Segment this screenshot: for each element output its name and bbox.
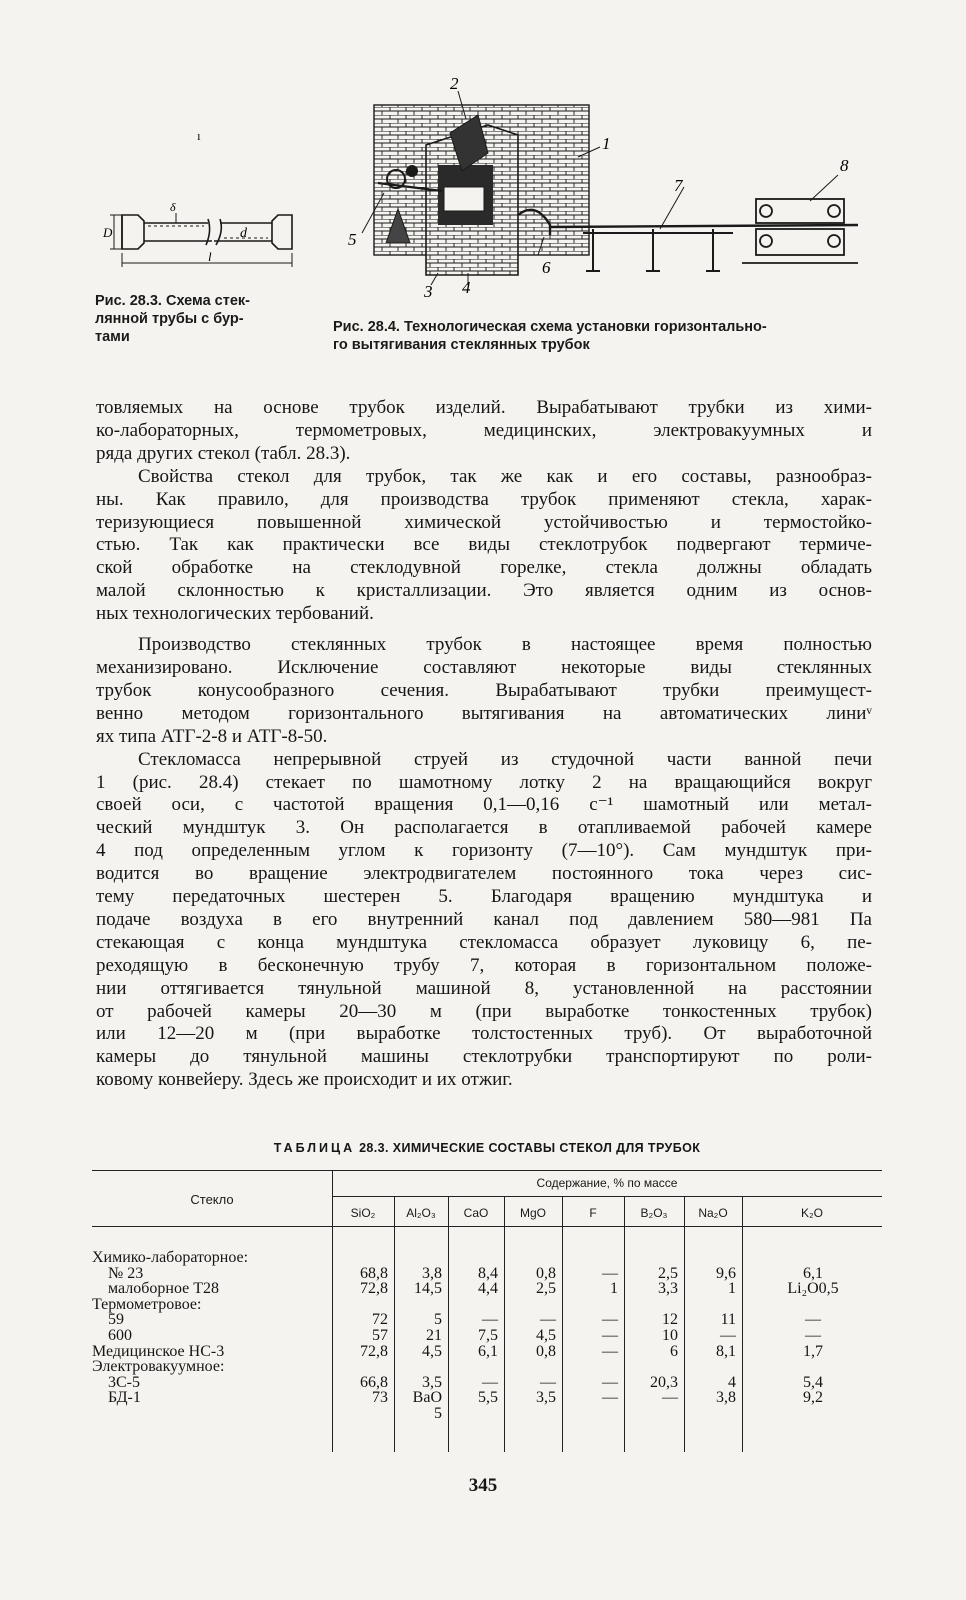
text-line: Производство стеклянных трубок в настоящее время полностью — [138, 634, 872, 656]
paragraph — [96, 466, 872, 626]
table-cell: 14,5 — [414, 1280, 442, 1298]
text-line: ко-лабораторных, термометровых, медицинских, электровакуумных и — [96, 419, 872, 441]
text-line: малой склонностью к кристаллизации. Это является одним из основ- — [96, 580, 872, 602]
column-header: MgO — [519, 1206, 546, 1220]
table-cell: — — [540, 1311, 556, 1329]
text-line: Стекломасса непрерывной струей из студочной части ванной печи — [138, 748, 872, 770]
text-line: от рабочей камеры 20—30 м (при выработке тонкостенных трубок) — [96, 1000, 872, 1022]
label-l: l — [208, 249, 212, 264]
table-cell: — — [602, 1342, 618, 1360]
text-line: ковому конвейеру. Здесь же происходит и их отжиг. — [96, 1069, 513, 1091]
paragraph — [96, 397, 872, 466]
figure-28-3-caption — [95, 292, 310, 346]
callout-2: 2 — [450, 75, 459, 93]
table-cell: — — [720, 1327, 736, 1344]
table-cell: 73 — [372, 1389, 388, 1407]
table-cell: — — [662, 1389, 678, 1407]
text-line: или 12—20 м (при выработке толстостенных труб). От выработочной — [96, 1023, 872, 1045]
table-cell: 4 — [728, 1373, 736, 1391]
text-line: ской обработке на стеклодувной горелке, стекла должны обладать — [96, 557, 872, 579]
text-line: водится во вращение электродвигателем постоянного тока через сис- — [96, 863, 872, 885]
table-cell: 11 — [720, 1311, 736, 1329]
paragraph — [96, 634, 872, 749]
header-glass: Стекло — [190, 1192, 234, 1207]
column-header: CaO — [463, 1206, 489, 1220]
text-line: венно методом горизонтального вытягивания на автоматических линиᵛ — [96, 702, 872, 724]
row-label: 59 — [108, 1311, 124, 1329]
row-label: 3С-5 — [108, 1373, 140, 1391]
text-line: Свойства стекол для трубок, так же как и его составы, разнообраз- — [138, 465, 872, 487]
text-line: механизировано. Исключение составляют некоторые виды стеклянных — [96, 656, 872, 678]
table-cell: 68,8 — [360, 1264, 388, 1282]
table-cell: 66,8 — [360, 1373, 388, 1391]
table-cell: 12 — [662, 1311, 678, 1329]
table-cell: — — [602, 1264, 618, 1282]
table-cell: 3,3 — [658, 1280, 678, 1298]
text-line: реходящую в бесконечную трубу 7, которая в горизонтальном положе- — [96, 954, 872, 976]
table-cell: — — [602, 1311, 618, 1329]
table-cell: 5 — [434, 1405, 442, 1422]
table-cell: 4,5 — [422, 1342, 442, 1360]
table-cell: 4,5 — [536, 1327, 556, 1344]
table-cell: 5,4 — [803, 1373, 823, 1391]
text-line: камеры до тянульной машины стеклотрубки транспортируют по роли- — [96, 1046, 872, 1068]
callout-1: 1 — [602, 134, 611, 153]
table-cell: 10 — [662, 1327, 678, 1344]
installation-schematic-figure — [338, 75, 863, 300]
text-line: ряда других стекол (табл. 28.3). — [96, 442, 351, 464]
table-cell: 57 — [372, 1327, 388, 1344]
text-line: стекающая с конца мундштука стекломасса образует луковицу 6, пе- — [96, 931, 872, 953]
caption-line: го вытягивания стеклянных трубок — [333, 337, 590, 353]
row-label: № 23 — [108, 1264, 144, 1282]
table-cell: — — [805, 1311, 821, 1329]
row-label: Термометровое: — [92, 1295, 202, 1313]
text-line: тему передаточных шестерен 5. Благодаря вращению мундштука и — [96, 886, 872, 908]
callout-6: 6 — [542, 258, 551, 277]
table-cell: 6,1 — [478, 1342, 498, 1360]
table-cell: 7,5 — [478, 1327, 498, 1344]
table-caption-prefix: ТАБЛИЦА — [273, 1141, 356, 1155]
callout-7: 7 — [674, 176, 683, 195]
figure-28-4-caption — [333, 318, 878, 354]
column-header: Na₂O — [698, 1206, 728, 1220]
table-cell: 72,8 — [360, 1280, 388, 1298]
table-cell: — — [602, 1373, 618, 1391]
caption-line: Рис. 28.4. Технологическая схема установки горизонтально- — [333, 319, 767, 335]
table-cell: 1 — [610, 1280, 618, 1298]
row-label: Химико-лабораторное: — [92, 1249, 249, 1266]
table-caption — [92, 1141, 882, 1155]
text-line: 1 (рис. 28.4) стекает по шамотному лотку 2 на вращающийся вокруг — [96, 771, 872, 793]
table-cell: 8,4 — [478, 1264, 498, 1282]
paragraph — [96, 749, 872, 1093]
row-label: 600 — [108, 1327, 132, 1344]
table-cell: 1 — [728, 1280, 736, 1298]
row-label: БД-1 — [108, 1389, 141, 1407]
table-cell: 9,2 — [803, 1389, 823, 1407]
caption-line: Рис. 28.3. Схема стек- — [95, 293, 250, 309]
table-cell: — — [482, 1373, 498, 1391]
table-cell: 20,3 — [650, 1373, 678, 1391]
column-header: B₂O₃ — [640, 1206, 668, 1220]
table-cell: 2,5 — [536, 1280, 556, 1298]
table-cell: 2,5 — [658, 1264, 678, 1282]
caption-line: тами — [95, 329, 130, 345]
table-cell: 1,7 — [803, 1342, 823, 1360]
row-label: Электровакуумное: — [92, 1358, 225, 1376]
table-cell: 6,1 — [803, 1264, 823, 1282]
text-line: нии оттягивается тянульной машиной 8, установленной на расстоянии — [96, 977, 872, 999]
table-cell: 9,6 — [716, 1264, 736, 1282]
column-header: Al₂O₃ — [406, 1206, 436, 1220]
table-cell: 0,8 — [536, 1264, 556, 1282]
column-header: K₂O — [801, 1206, 823, 1220]
table-cell: 72,8 — [360, 1342, 388, 1360]
row-label: Медицинское НС-3 — [92, 1342, 225, 1360]
text-line: трубок конусообразного сечения. Вырабатывают трубки преимущест- — [96, 679, 872, 701]
page-number: 345 — [468, 1475, 498, 1496]
callout-3: 3 — [424, 282, 433, 300]
composition-table — [92, 1170, 882, 1470]
table-cell: 3,5 — [536, 1389, 556, 1407]
caption-line: лянной трубы с бур- — [95, 311, 244, 327]
table-cell: — — [602, 1389, 618, 1407]
header-content: Содержание, % по массе — [536, 1176, 678, 1190]
table-cell: 21 — [426, 1327, 442, 1344]
body-text — [96, 397, 872, 1092]
table-cell: 4,4 — [478, 1280, 498, 1298]
text-line: 4 под определенным углом к горизонту (7—10°). Сам мундштук при- — [96, 840, 872, 862]
label-D: D — [103, 225, 113, 240]
callout-8: 8 — [840, 156, 849, 175]
text-line: стью. Так как практически все виды стеклотрубок подвергают термиче- — [96, 534, 872, 556]
label-d: d — [240, 226, 247, 241]
callout-5: 5 — [348, 230, 357, 249]
column-header: F — [589, 1206, 597, 1220]
table-cell: — — [482, 1311, 498, 1329]
column-header: SiO₂ — [350, 1206, 376, 1220]
table-cell: 0,8 — [536, 1342, 556, 1360]
tube-schematic-figure — [100, 195, 305, 270]
label-delta: δ — [170, 200, 176, 214]
text-line: своей оси, с частотой вращения 0,1—0,16 с⁻¹ шамотный или метал- — [96, 794, 872, 816]
table-cell: — — [602, 1327, 618, 1344]
table-caption-title: 28.3. ХИМИЧЕСКИЕ СОСТАВЫ СТЕКОЛ ДЛЯ ТРУБОК — [359, 1141, 701, 1155]
table-cell: BaO — [412, 1389, 442, 1407]
callout-4: 4 — [462, 278, 471, 297]
table-cell: 5,5 — [478, 1389, 498, 1407]
table-cell: 3,8 — [716, 1389, 736, 1407]
table-cell: 72 — [372, 1311, 388, 1329]
text-line: ческий мундштук 3. Он располагается в отапливаемой рабочей камере — [96, 817, 872, 839]
text-line: товляемых на основе трубок изделий. Вырабатывают трубки из хими- — [96, 397, 872, 418]
text-line: ях типа АТГ-2-8 и АТГ-8-50. — [96, 725, 328, 747]
table-cell: Li₂O0,5 — [787, 1280, 839, 1298]
table-cell: 6 — [670, 1342, 678, 1360]
table-cell: 8,1 — [716, 1342, 736, 1360]
text-line: ны. Как правило, для производства трубок применяют стекла, харак- — [96, 488, 872, 510]
stray-mark: ı — [197, 128, 201, 143]
table-cell: — — [805, 1327, 821, 1344]
table-cell: 3,5 — [422, 1373, 442, 1391]
text-line: подаче воздуха в его внутренний канал под давлением 580—981 Па — [96, 908, 872, 930]
table-cell: 3,8 — [422, 1264, 442, 1282]
table-cell: — — [540, 1373, 556, 1391]
text-line: ных технологических тербований. — [96, 603, 374, 625]
table-cell: 5 — [434, 1311, 442, 1329]
row-label: малоборное Т28 — [108, 1280, 220, 1298]
text-line: теризующиеся повышенной химической устойчивостью и термостойко- — [96, 511, 872, 533]
